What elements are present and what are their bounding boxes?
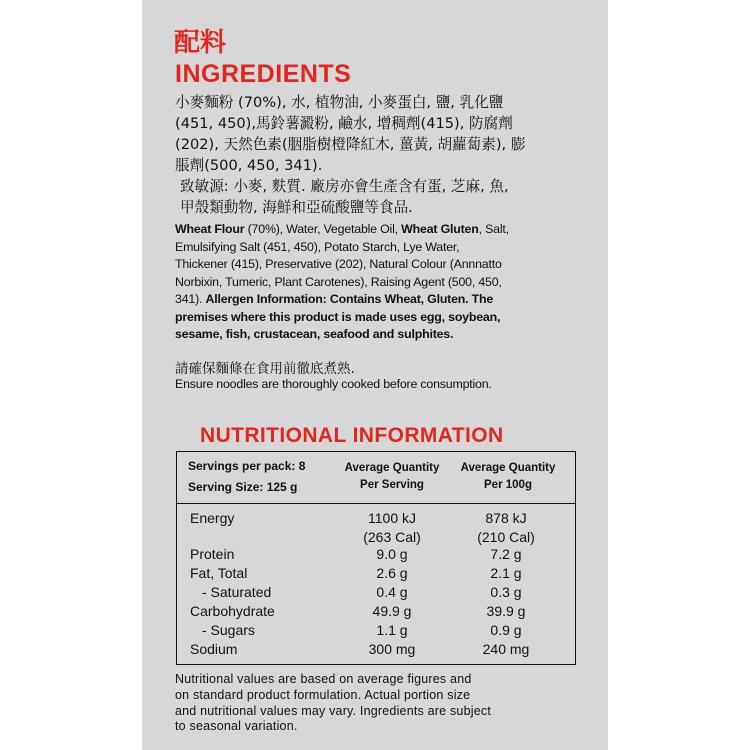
- nutrient-label: - Saturated: [202, 584, 272, 600]
- per-serving-value: 1100 kJ: [368, 510, 416, 526]
- per-serving-value: 49.9 g: [372, 603, 412, 619]
- per-serving-header-line2: Per Serving: [360, 479, 424, 491]
- per-100g-header: [443, 460, 573, 494]
- per-serving-value: 9.0 g: [376, 546, 408, 562]
- per-100g-value: 0.3 g: [490, 584, 522, 600]
- per-serving-value: 0.4 g: [376, 584, 408, 600]
- bold-text: premises where this product is made uses egg, soybean,: [175, 309, 501, 324]
- text: Emulsifying Salt (451, 450), Potato Starch, Lye Water,: [175, 239, 460, 254]
- nutrition-table: [176, 451, 576, 665]
- nutrition-table-header: [177, 452, 575, 504]
- bold-text: Wheat Gluten: [401, 222, 479, 236]
- ingredients-chinese-line: (202), 天然色素(胭脂樹橙降紅木, 薑黃, 胡蘿蔔素), 膨: [175, 136, 526, 153]
- bold-text: Allergen Information: Contains Wheat, Gluten. The: [205, 292, 494, 306]
- bold-text: Wheat Flour: [175, 222, 245, 236]
- ingredients-english-line: [175, 309, 585, 327]
- allergen-chinese: [180, 176, 600, 218]
- text: (70%), Water, Vegetable Oil,: [244, 222, 402, 236]
- per-serving-header: [327, 460, 457, 494]
- ingredients-title: INGREDIENTS: [175, 60, 352, 88]
- per-serving-value: 300 mg: [368, 641, 416, 657]
- per-serving-value: 1.1 g: [376, 622, 408, 638]
- nutrient-label: Fat, Total: [190, 565, 248, 581]
- ingredients-chinese-line: 小麥麵粉 (70%), 水, 植物油, 小麥蛋白, 鹽, 乳化鹽: [175, 94, 504, 111]
- per-100g-header-line1: Average Quantity: [460, 462, 556, 474]
- nutrient-label: - Sugars: [202, 622, 255, 638]
- nutrient-label: Protein: [190, 546, 235, 562]
- per-100g-value: 240 mg: [482, 641, 530, 657]
- per-100g-value: (210 Cal): [477, 529, 535, 545]
- ingredients-english-line: [175, 326, 585, 344]
- per-serving-value: 2.6 g: [376, 565, 408, 581]
- ingredients-english-line: [175, 221, 585, 239]
- per-100g-value: 0.9 g: [490, 622, 522, 638]
- ingredients-chinese-line: (451, 450),馬鈴薯澱粉, 鹼水, 增稠劑(415), 防腐劑: [175, 115, 513, 132]
- text: , Salt,: [478, 222, 509, 236]
- nutrient-label: Carbohydrate: [190, 603, 275, 619]
- per-100g-value: 878 kJ: [485, 510, 527, 526]
- nutrition-title: NUTRITIONAL INFORMATION: [200, 424, 504, 447]
- servings-per-pack: Servings per pack: 8: [188, 459, 306, 473]
- footnote-line: on standard product formulation. Actual portion size: [175, 687, 471, 702]
- per-serving-value: (263 Cal): [363, 529, 421, 545]
- nutrient-label: Sodium: [190, 641, 238, 657]
- nutrient-label: Energy: [190, 510, 235, 526]
- ingredients-english-line: [175, 239, 585, 257]
- ingredients-english-line: [175, 274, 585, 292]
- ingredients-english-line: [175, 256, 585, 274]
- ingredients-english: [175, 221, 585, 344]
- text: 341).: [175, 292, 206, 306]
- nutrition-footnote: [175, 672, 575, 735]
- footnote-line: and nutritional values may vary. Ingredients are subject: [175, 703, 491, 718]
- text: Norbixin, Tumeric, Plant Carotenes), Raising Agent (500, 450,: [175, 274, 502, 289]
- per-100g-header-line2: Per 100g: [484, 479, 532, 491]
- allergen-chinese-line: 致敏源: 小麥, 麩質. 廠房亦會生產含有蛋, 芝麻, 魚,: [180, 178, 509, 195]
- footnote-line: to seasonal variation.: [175, 719, 298, 734]
- allergen-chinese-line: 甲殼類動物, 海鮮和亞硫酸鹽等食品.: [180, 199, 413, 216]
- bold-text: sesame, fish, crustacean, seafood and sulphites.: [175, 327, 454, 341]
- per-serving-header-line1: Average Quantity: [344, 462, 440, 474]
- per-100g-value: 7.2 g: [490, 546, 522, 562]
- ingredients-chinese-line: 脹劑(500, 450, 341).: [175, 157, 323, 174]
- text: Thickener (415), Preservative (202), Natural Colour (Annnatto: [175, 257, 502, 271]
- footnote-line: Nutritional values are based on average figures and: [175, 672, 472, 686]
- ingredients-chinese: [175, 92, 605, 176]
- ingredients-english-line: [175, 291, 585, 309]
- per-100g-value: 2.1 g: [490, 565, 522, 581]
- per-100g-value: 39.9 g: [486, 603, 526, 619]
- serving-size: Serving Size: 125 g: [188, 480, 298, 494]
- cooking-instruction-chinese: 請確保麵條在食用前徹底煮熟.: [175, 361, 355, 377]
- cooking-instruction-english: Ensure noodles are thoroughly cooked before consumption.: [175, 377, 492, 391]
- ingredients-title-chinese: 配料: [174, 27, 227, 57]
- label-panel: [142, 0, 608, 750]
